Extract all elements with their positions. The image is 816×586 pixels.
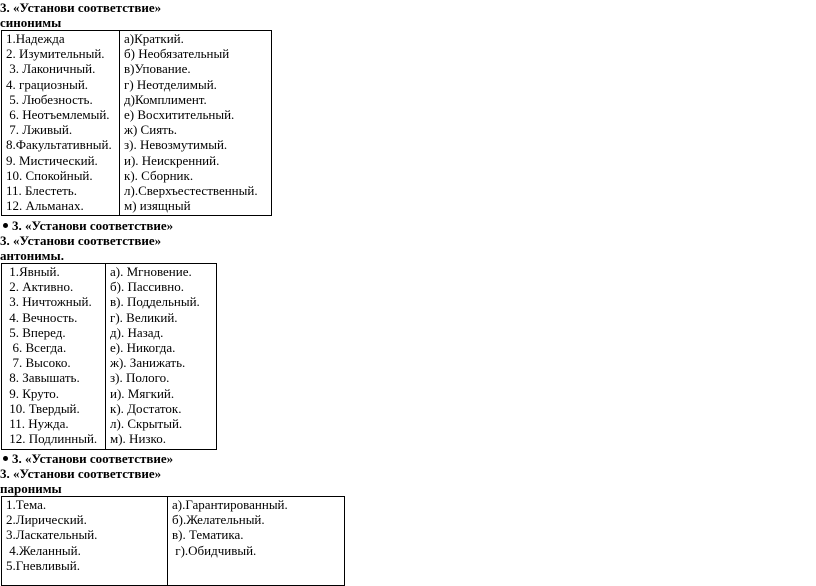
word-item: 8.Факультативный. bbox=[6, 137, 112, 153]
word-item: 6. Неотъемлемый. bbox=[6, 106, 110, 122]
word-item: 8. Завышать. bbox=[6, 370, 80, 386]
antonyms-table bbox=[1, 263, 217, 450]
word-item: 4. грациозный. bbox=[6, 76, 89, 92]
word-item: 7. Лживый. bbox=[6, 122, 73, 138]
bullet-icon bbox=[3, 223, 8, 228]
word-item: 4. Вечность. bbox=[6, 309, 78, 325]
match-item: б) Необязательный bbox=[124, 46, 230, 62]
paronyms-table bbox=[1, 496, 345, 586]
match-item: ж) Сиять. bbox=[124, 122, 178, 138]
synonyms-table bbox=[1, 30, 272, 216]
word-item: 12. Подлинный. bbox=[6, 431, 98, 447]
match-item: л). Скрытый. bbox=[110, 415, 183, 431]
section3-bullet-text: 3. «Установи соответствие» bbox=[12, 451, 174, 466]
match-item: л).Сверхъестественный. bbox=[124, 182, 258, 198]
paronyms-left-column bbox=[2, 497, 168, 586]
section1-subtitle: синонимы bbox=[0, 15, 62, 30]
match-item: в). Поддельный. bbox=[110, 294, 200, 310]
word-item: 2. Активно. bbox=[6, 279, 74, 295]
match-item: в). Тематика. bbox=[172, 527, 244, 543]
match-item: д)Комплимент. bbox=[124, 91, 207, 107]
match-item: д). Назад. bbox=[110, 324, 164, 340]
word-item: 2.Лирический. bbox=[6, 512, 87, 528]
match-item: и). Мягкий. bbox=[110, 385, 175, 401]
match-item: г) Неотделимый. bbox=[124, 76, 217, 92]
word-item: 9. Круто. bbox=[6, 385, 60, 401]
word-item: 9. Мистический. bbox=[6, 152, 98, 168]
paronyms-right-column bbox=[168, 497, 345, 586]
word-item: 12. Альманах. bbox=[6, 198, 84, 214]
word-item: 10. Твердый. bbox=[6, 400, 80, 416]
match-item: а).Гарантированный. bbox=[172, 497, 288, 512]
word-item: 1.Явный. bbox=[6, 264, 60, 279]
word-item: 10. Спокойный. bbox=[6, 167, 93, 183]
match-item: е) Восхитительный. bbox=[124, 106, 235, 122]
word-item: 2. Изумительный. bbox=[6, 46, 105, 62]
match-item: з). Невозмутимый. bbox=[124, 137, 228, 153]
match-item: б).Желательный. bbox=[172, 512, 265, 528]
section1-title: 3. «Установи соответствие» bbox=[0, 0, 162, 15]
word-item: 11. Нужда. bbox=[6, 415, 69, 431]
section3-title: 3. «Установи соответствие» bbox=[0, 466, 162, 481]
section2-subtitle: антонимы. bbox=[0, 248, 64, 263]
antonyms-right-column bbox=[106, 264, 217, 450]
match-item: е). Никогда. bbox=[110, 339, 176, 355]
bullet-icon bbox=[3, 456, 8, 461]
word-item: 11. Блестеть. bbox=[6, 182, 77, 198]
word-item: 5.Гневливый. bbox=[6, 557, 80, 573]
match-item: б). Пассивно. bbox=[110, 279, 184, 295]
match-item: г). Великий. bbox=[110, 309, 178, 325]
section3-subtitle: паронимы bbox=[0, 481, 62, 496]
match-item: ж). Занижать. bbox=[110, 355, 186, 371]
match-item: а). Мгновение. bbox=[110, 264, 192, 279]
synonyms-right-column bbox=[120, 31, 272, 216]
word-item: 4.Желанный. bbox=[6, 542, 81, 558]
word-item: 1.Надежда bbox=[6, 31, 65, 46]
match-item: и). Неискренний. bbox=[124, 152, 220, 168]
match-item: в)Упование. bbox=[124, 61, 191, 77]
word-item: 7. Высоко. bbox=[6, 355, 71, 371]
match-item bbox=[172, 558, 344, 573]
antonyms-left-column bbox=[2, 264, 106, 450]
match-item: а)Краткий. bbox=[124, 31, 184, 46]
section3-bullet bbox=[3, 451, 173, 466]
match-item: м) изящный bbox=[124, 198, 191, 214]
word-item: 5. Вперед. bbox=[6, 324, 66, 340]
match-item: з). Полого. bbox=[110, 370, 170, 386]
word-item: 1.Тема. bbox=[6, 497, 47, 512]
word-item: 3. Лаконичный. bbox=[6, 61, 96, 77]
word-item: 3. Ничтожный. bbox=[6, 294, 92, 310]
match-item: г).Обидчивый. bbox=[172, 542, 257, 558]
word-item: 3.Ласкательный. bbox=[6, 527, 98, 543]
section2-title: 3. «Установи соответствие» bbox=[0, 233, 162, 248]
synonyms-left-column bbox=[2, 31, 120, 216]
word-item: 5. Любезность. bbox=[6, 91, 93, 107]
match-item: к). Достаток. bbox=[110, 400, 182, 416]
match-item: м). Низко. bbox=[110, 431, 166, 447]
match-item: к). Сборник. bbox=[124, 167, 194, 183]
section2-bullet bbox=[3, 218, 173, 233]
word-item: 6. Всегда. bbox=[6, 339, 67, 355]
section2-bullet-text: 3. «Установи соответствие» bbox=[12, 218, 174, 233]
